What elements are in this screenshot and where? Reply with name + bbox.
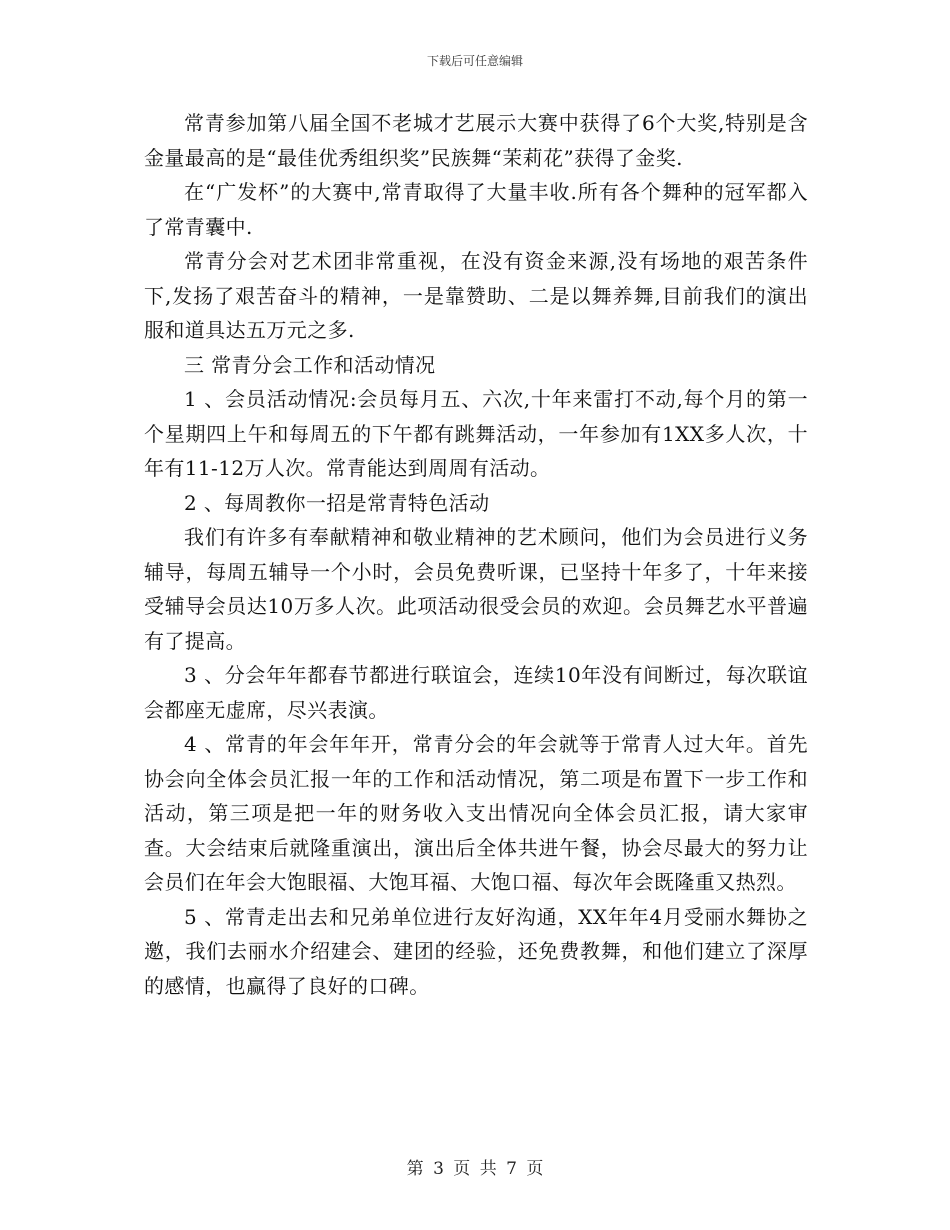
section-heading: 三 常青分会工作和活动情况 xyxy=(184,352,436,377)
paragraph-item-5: 5 、常青走出去和兄弟单位进行友好沟通，XX年年4月受丽水舞协之邀，我们去丽水介绍建会、建团的经验，还免费教舞，和他们建立了深厚的感情，也赢得了良好的口碑。 xyxy=(144,904,808,998)
paragraph-item-1: 1 、会员活动情况:会员每月五、六次,十年来雷打不动,每个月的第一个星期四上午和每周五的下午都有跳舞活动，一年参加有1XX多人次，十年有11-12万人次。常青能达到周周有活动。 xyxy=(144,387,808,480)
paragraph-item-4: 4 、常青的年会年年开，常青分会的年会就等于常青人过大年。首先协会向全体会员汇报一年的工作和活动情况，第二项是布置下一步工作和活动，第三项是把一年的财务收入支出情况向全体会员汇报，请大家审查。大会结束后就隆重演出，演出后全体共进午餐，协会尽最大的努力让会员们在年会大饱眼福、大饱耳福、大饱口福、每次年会既隆重又热烈。 xyxy=(144,732,808,894)
paragraph-guangfa-cup: 在“广发杯”的大赛中,常青取得了大量丰收.所有各个舞种的冠军都入了常青囊中. xyxy=(144,180,808,239)
paragraph-item-3: 3 、分会年年都春节都进行联谊会，连续10年没有间断过，每次联谊会都座无虚席，尽兴表演。 xyxy=(144,663,808,722)
paragraph-awards-8th: 常青参加第八届全国不老城才艺展示大赛中获得了6个大奖,特别是含金量最高的是“最佳优秀组织奖”民族舞“茉莉花”获得了金奖. xyxy=(144,111,808,170)
page-header: 下载后可任意编辑 xyxy=(426,54,523,68)
document-body xyxy=(144,106,808,1003)
page-footer: 第 3 页 共 7 页 xyxy=(406,1159,544,1179)
paragraph-item-2-body: 我们有许多有奉献精神和敬业精神的艺术顾问，他们为会员进行义务辅导，每周五辅导一个小时，会员免费听课，已坚持十年多了，十年来接受辅导会员达10万多人次。此项活动很受会员的欢迎。会员舞艺水平普遍有了提高。 xyxy=(144,525,808,653)
paragraph-item-2-heading: 2 、每周教你一招是常青特色活动 xyxy=(184,490,490,515)
paragraph-funding: 常青分会对艺术团非常重视，在没有资金来源,没有场地的艰苦条件下,发扬了艰苦奋斗的精神，一是靠赞助、二是以舞养舞,目前我们的演出服和道具达五万元之多. xyxy=(144,249,808,342)
